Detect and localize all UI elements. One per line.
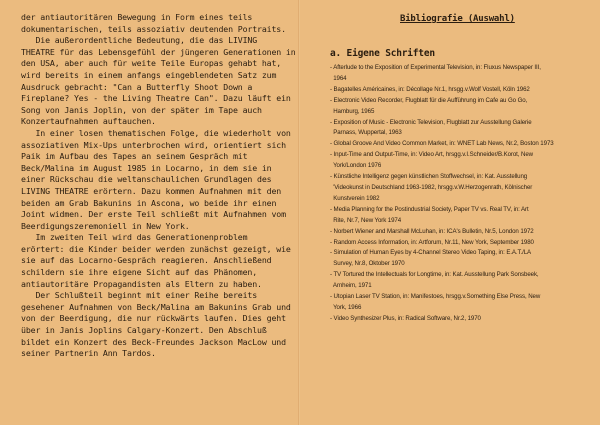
text-line: einer Rückschau die weltanschaulichen Grundlagen des (21, 174, 272, 185)
text-line: den USA, aber auch für weite Teile Europas gehabt hat, (21, 58, 282, 69)
text-line: THEATRE für das Lebensgefühl der jüngeren Generationen in (21, 46, 296, 57)
bibliography-title: Bibliografie (Auswahl) (400, 14, 515, 24)
bibliography-entry: - Video Synthesizer Plus, in: Radical Software, Nr.2, 1970 (330, 314, 481, 322)
bibliography-entry: - TV Tortured the Intellectuals for Longtime, in: Kat. Ausstellung Park Sonsbeek, (330, 271, 539, 279)
bibliography-entry: Survey, Nr.8, Oktober 1970 (330, 260, 405, 268)
text-line: sie auf das Locarno-Gespräch reagieren. Anschließend (21, 255, 272, 266)
text-line: Die außerordentliche Bedeutung, die das LIVING (21, 35, 258, 46)
bibliography-entry: 'Videokunst in Deutschland 1963-1982, hrsgg.v.W.Herzogenrath, Kölnischer (330, 183, 533, 191)
text-line: seiner Partnerin Ann Tardos. (21, 348, 156, 359)
bibliography-entry: - Utopian Laser TV Station, in: Manifestoes, hrsgg.v.Something Else Press, New (330, 293, 541, 301)
text-line: Fireplane? Yes - the Living Theatre Can". Dazu läuft ein (21, 93, 291, 104)
text-line: beiden am Grab Bakunins in Ascona, wo beide ihr einen (21, 197, 277, 208)
bibliography-entry: York, 1966 (330, 303, 362, 311)
bibliography-entry: - Bagatelles Américaines, in: Décollage Nr.1, hrsgg.v.Wolf Vostell, Köln 1962 (330, 85, 530, 93)
text-line: dokumentarischen, teils assoziativ deutenden Portraits. (21, 23, 286, 34)
text-line: Joint widmen. Der erste Teil schließt mit Aufnahmen vom (21, 209, 286, 220)
text-line: Im zweiten Teil wird das Generationenproblem (21, 232, 248, 243)
text-line: erörtert: die Kinder beider werden zunächst gezeigt, wie (21, 243, 291, 254)
bibliography-entry: - Exposition of Music - Electronic Television, Flugblatt zur Ausstellung Galerie (330, 118, 532, 126)
bibliography-entry: - Electronic Video Recorder, Flugblatt für die Aufführung im Cafe au Go Go, (330, 96, 528, 104)
bibliography-entry: - Simulation of Human Eyes by 4-Channel Stereo Video Taping, in: E.A.T./LA (330, 249, 532, 257)
text-line: assoziativen Mix-Ups unterbrochen wird, orientiert sich (21, 139, 286, 150)
bibliography-entry: - Global Groove And Video Common Market, in: WNET Lab News, Nr.2, Boston 1973 (330, 140, 554, 148)
bibliography-entry: - Afterlude to the Exposition of Experimental Television, in: Fluxus Newspaper III, (330, 64, 541, 71)
text-line: schildern sie ihre eigene Sicht auf das Phänomen, (21, 267, 258, 278)
text-line: Paik im Aufbau des Tapes an seinem Gespräch mit (21, 151, 248, 162)
section-title: a. Eigene Schriften (330, 48, 435, 59)
text-line: Song von Janis Joplin, von der später im Tape auch (21, 104, 262, 115)
text-line: gesehener Aufnahmen von Beck/Malina am Bakunins Grab und (21, 301, 291, 312)
right-page (300, 0, 600, 425)
text-line: Beerdigungszeremoniell in New York. (21, 220, 190, 231)
text-line: Der Schlußteil beginnt mit einer Reihe bereits (21, 290, 258, 301)
text-line: über in Janis Joplins Calgary-Konzert. Den Abschluß (21, 325, 267, 336)
bibliography-entry: - Norbert Wiener and Marshall McLuhan, in: ICA's Bulletin, Nr.5, London 1972 (330, 227, 534, 235)
body-text (21, 12, 296, 360)
text-line: Beck/Malina im August 1985 in Locarno, in dem sie in (21, 162, 272, 173)
bibliography-entry: Hamburg, 1965 (330, 107, 375, 115)
text-line: der antiautoritären Bewegung in Form eines teils (21, 12, 253, 22)
text-line: wird bereits in einem anfangs eingeblendeten Satz zum (21, 69, 277, 80)
text-line: Ausdruck gebracht: "Can a Butterfly Shoot Down a (21, 81, 253, 92)
bibliography-list (330, 63, 592, 325)
text-line: Konzertaufnahmen auftauchen. (21, 116, 156, 127)
text-line: LIVING THEATRE erörtern. Dazu kommen Aufnahmen mit den (21, 185, 282, 196)
text-line: bildet ein Konzert des Beck-Freundes Jackson MacLow und (21, 336, 286, 347)
bibliography-entry: - Künstliche Intelligenz gegen künstlichen Stoffwechsel, in: Kat. Ausstellung (330, 173, 528, 181)
bibliography-entry: Rite, Nr.7, New York 1974 (330, 216, 402, 224)
bibliography-entry: Kunstverein 1982 (330, 194, 380, 202)
bibliography-entry: - Random Access Information, in: Artforum, Nr.11, New York, September 1980 (330, 238, 534, 246)
bibliography-entry: Parnass, Wuppertal, 1963 (330, 129, 402, 137)
bibliography-entry: 1964 (330, 74, 347, 82)
bibliography-entry: - Media Planning for the Postindustrial Society, Paper TV vs. Real TV, in: Art (330, 205, 529, 213)
bibliography-entry: - Input-Time and Output-Time, in: Video Art, hrsgg.v.I.Schneider/B.Korot, New (330, 151, 533, 159)
text-line: antiautoritäre Propagandisten als Eltern zu haben. (21, 278, 262, 289)
bibliography-entry: Arnheim, 1971 (330, 282, 372, 290)
bibliography-entry: York/London 1976 (330, 162, 382, 170)
text-line: In einer losen thematischen Folge, die wiederholt von (21, 127, 291, 138)
text-line: von der Beerdigung, die nur rückwärts laufen. Dies geht (21, 313, 286, 324)
